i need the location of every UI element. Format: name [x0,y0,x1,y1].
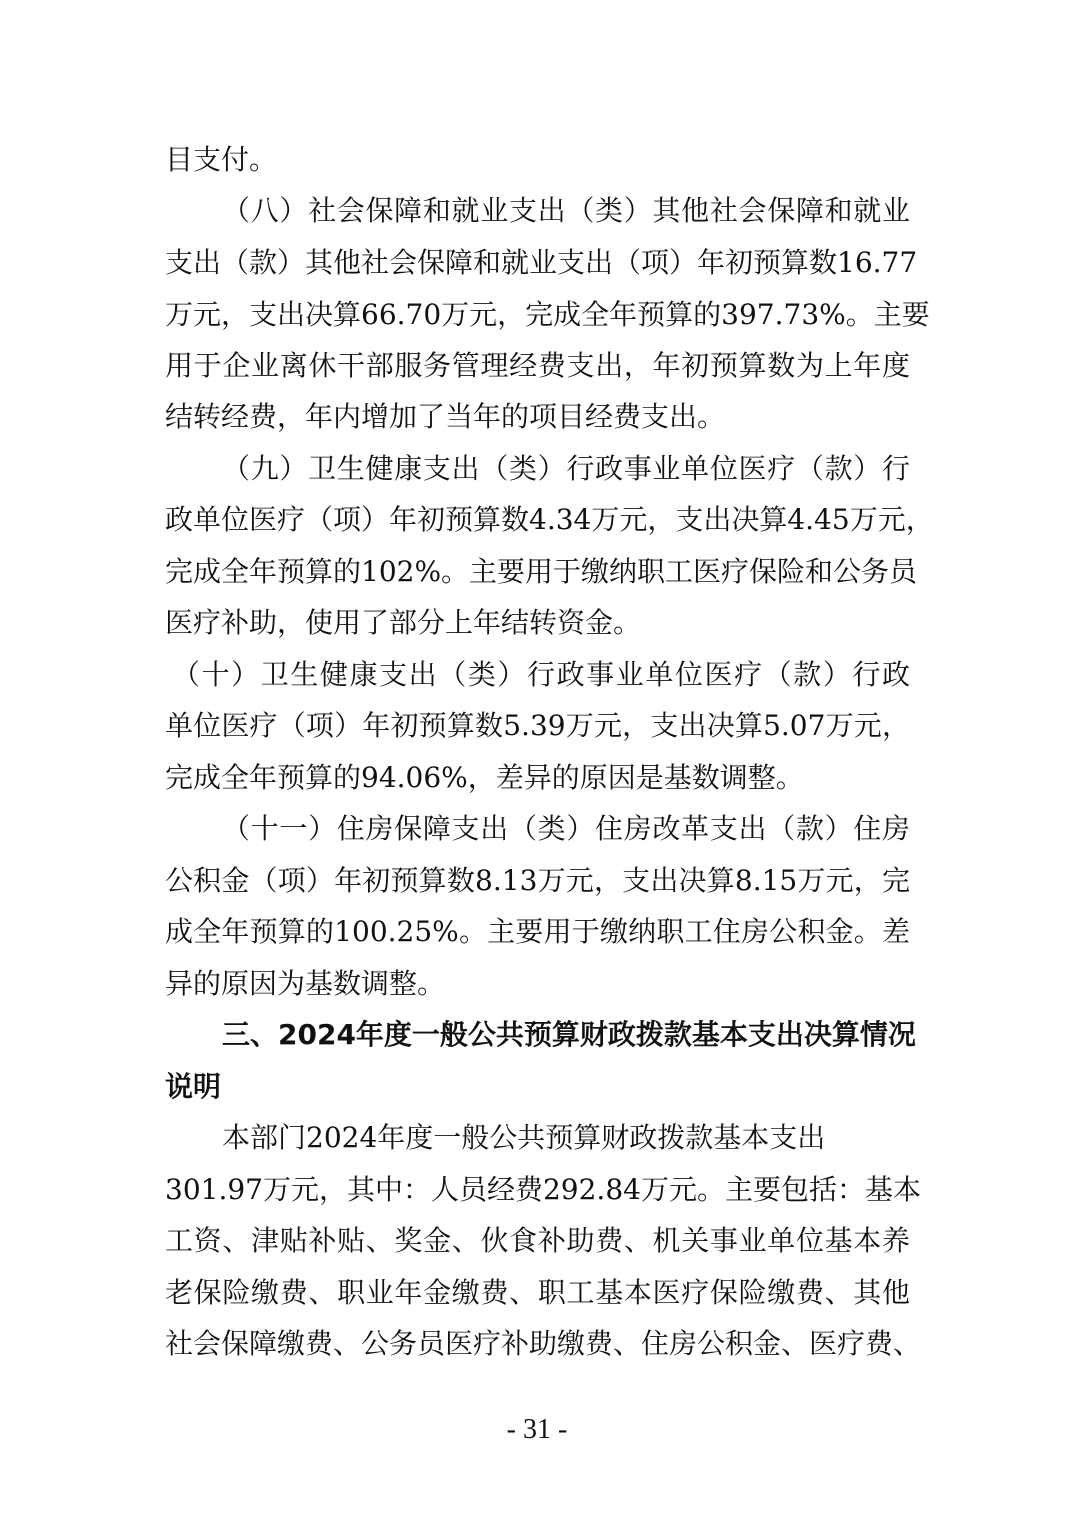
basic-expenditure-line-4: 老保险缴费、职业年金缴费、职工基本医疗保险缴费、其他 [165,1276,910,1309]
paragraph-9-line-3: 完成全年预算的102%。主要用于缴纳职工医疗保险和公务员 [165,555,918,588]
paragraph-10-line-2: 单位医疗（项）年初预算数5.39万元，支出决算5.07万元， [165,709,910,742]
paragraph-11-line-4: 异的原因为基数调整。 [165,967,446,1000]
paragraph-11-line-3: 成全年预算的100.25%。主要用于缴纳职工住房公积金。差 [165,915,910,948]
paragraph-8-line-2: 支出（款）其他社会保障和就业支出（项）年初预算数16.77 [165,246,918,279]
section-heading-line-2: 说明 [165,1070,222,1103]
paragraph-11-line-1: （十一）住房保障支出（类）住房改革支出（款）住房 [222,812,910,845]
paragraph-9-line-2: 政单位医疗（项）年初预算数4.34万元，支出决算4.45万元， [165,503,934,536]
paragraph-8-line-1: （八）社会保障和就业支出（类）其他社会保障和就业 [222,194,910,227]
basic-expenditure-line-2: 301.97万元，其中：人员经费292.84万元。主要包括：基本 [165,1173,921,1206]
paragraph-10-line-1: （十）卫生健康支出（类）行政事业单位医疗（款）行政 [172,658,910,691]
paragraph-8-line-3: 万元，支出决算66.70万元，完成全年预算的397.73%。主要 [165,298,930,331]
basic-expenditure-line-3: 工资、津贴补贴、奖金、伙食补助费、机关事业单位基本养 [165,1224,910,1257]
section-heading-line-1: 三、2024年度一般公共预算财政拨款基本支出决算情况 [222,1018,916,1051]
text-line-1: 目支付。 [165,143,278,176]
basic-expenditure-line-1: 本部门2024年度一般公共预算财政拨款基本支出 [222,1121,826,1154]
paragraph-9-line-4: 医疗补助，使用了部分上年结转资金。 [165,606,642,639]
paragraph-10-line-3: 完成全年预算的94.06%，差异的原因是基数调整。 [165,761,804,794]
paragraph-8-line-4: 用于企业离休干部服务管理经费支出，年初预算数为上年度 [165,349,910,382]
paragraph-11-line-2: 公积金（项）年初预算数8.13万元，支出决算8.15万元，完 [165,864,910,897]
paragraph-8-line-5: 结转经费，年内增加了当年的项目经费支出。 [165,400,726,433]
basic-expenditure-line-5: 社会保障缴费、公务员医疗补助缴费、住房公积金、医疗费、 [165,1327,922,1360]
paragraph-9-line-1: （九）卫生健康支出（类）行政事业单位医疗（款）行 [222,452,910,485]
page-number: - 31 - [506,1414,568,1445]
